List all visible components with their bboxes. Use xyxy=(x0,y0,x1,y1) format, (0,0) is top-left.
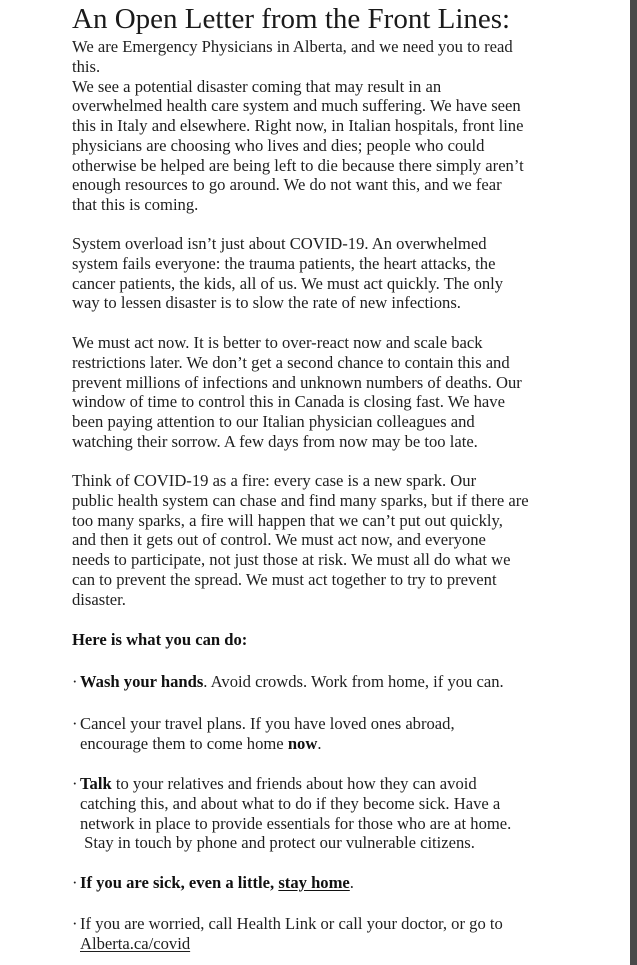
text-line: If you are worried, call Health Link or call your doctor, or go to xyxy=(80,914,503,933)
text: encourage them to come home xyxy=(80,733,288,753)
action-item-wash-hands xyxy=(72,672,504,692)
paragraph-fire-analogy xyxy=(72,471,529,609)
text-line: overwhelmed health care system and much suffering. We have seen xyxy=(72,96,521,116)
text-line: can to prevent the spread. We must act together to try to prevent xyxy=(72,569,497,589)
text-line: too many sparks, a fire will happen that we can’t put out quickly, xyxy=(72,510,503,530)
underlined-bold-text: stay home xyxy=(278,873,350,892)
text-line: this. xyxy=(72,56,101,76)
text-line: Stay in touch by phone and protect our vulnerable citizens. xyxy=(80,833,475,853)
dark-edge-strip xyxy=(630,0,637,965)
text-line: System overload isn’t just about COVID-19. An overwhelmed xyxy=(72,234,487,253)
text: to your relatives and friends about how they can avoid xyxy=(111,774,477,793)
actions-heading: Here is what you can do: xyxy=(72,630,248,649)
text-line: catching this, and about what to do if they become sick. Have a xyxy=(80,793,501,813)
action-item-call-health-link xyxy=(72,914,503,954)
text: . Avoid crowds. Work from home, if you can. xyxy=(203,672,504,691)
alberta-covid-link[interactable]: Alberta.ca/covid xyxy=(80,933,191,953)
text-line: restrictions later. We don’t get a second chance to contain this and xyxy=(72,352,510,372)
text-line: system fails everyone: the trauma patients, the heart attacks, the xyxy=(72,253,496,273)
bold-text: now xyxy=(287,733,318,753)
action-item-cancel-travel xyxy=(72,714,455,754)
text-line: We are Emergency Physicians in Alberta, and we need you to read xyxy=(72,37,513,56)
text-line: otherwise be helped are being left to die because there simply aren’t xyxy=(72,155,524,175)
paragraph-intro xyxy=(72,37,524,215)
text-line: needs to participate, not just those at risk. We must all do what we xyxy=(72,550,511,569)
text-line: and then it gets out of control. We must act now, and everyone xyxy=(72,530,486,550)
text-line: disaster. xyxy=(72,589,126,609)
bullet-icon: · xyxy=(72,714,78,733)
text-line: prevent millions of infections and unknown numbers of deaths. Our xyxy=(72,372,522,392)
text-line: cancer patients, the kids, all of us. We must act quickly. The only xyxy=(72,273,504,293)
bullet-icon: · xyxy=(72,672,78,691)
paragraph-act-now xyxy=(72,333,522,452)
text-line: public health system can chase and find many sparks, but if there are xyxy=(72,490,529,510)
text-line: We must act now. It is better to over-react now and scale back xyxy=(72,333,483,352)
bullet-icon: · xyxy=(72,914,78,933)
text: . xyxy=(317,733,322,753)
text-line: window of time to control this in Canada is closing fast. We have xyxy=(72,392,505,412)
text: . xyxy=(349,873,354,892)
paragraph-system-overload xyxy=(72,234,503,313)
action-item-stay-home xyxy=(72,873,354,893)
letter-title: An Open Letter from the Front Lines: xyxy=(72,3,511,35)
text-line: way to lessen disaster is to slow the rate of new infections. xyxy=(72,293,461,313)
text-line: enough resources to go around. We do not want this, and we fear xyxy=(72,175,502,195)
text-line: network in place to provide essentials for those who are at home. xyxy=(80,813,512,833)
action-item-talk xyxy=(72,774,511,853)
text-line: physicians are choosing who lives and dies; people who could xyxy=(72,135,485,155)
text-line: this in Italy and elsewhere. Right now, in Italian hospitals, front line xyxy=(72,116,524,135)
bullet-icon: · xyxy=(72,873,78,892)
text-line: been paying attention to our Italian physician colleagues and xyxy=(72,412,475,431)
text-line: that this is coming. xyxy=(72,195,199,214)
bold-text: Talk xyxy=(80,774,112,793)
text-line: Think of COVID-19 as a fire: every case is a new spark. Our xyxy=(72,471,477,490)
bold-text: If you are sick, even a little, xyxy=(80,873,279,892)
bullet-icon: · xyxy=(72,774,78,793)
text-line: We see a potential disaster coming that may result in an xyxy=(72,76,442,96)
text-line: Cancel your travel plans. If you have loved ones abroad, xyxy=(80,714,455,733)
bold-text: Wash your hands xyxy=(80,672,204,691)
text-line: watching their sorrow. A few days from now may be too late. xyxy=(72,431,478,451)
